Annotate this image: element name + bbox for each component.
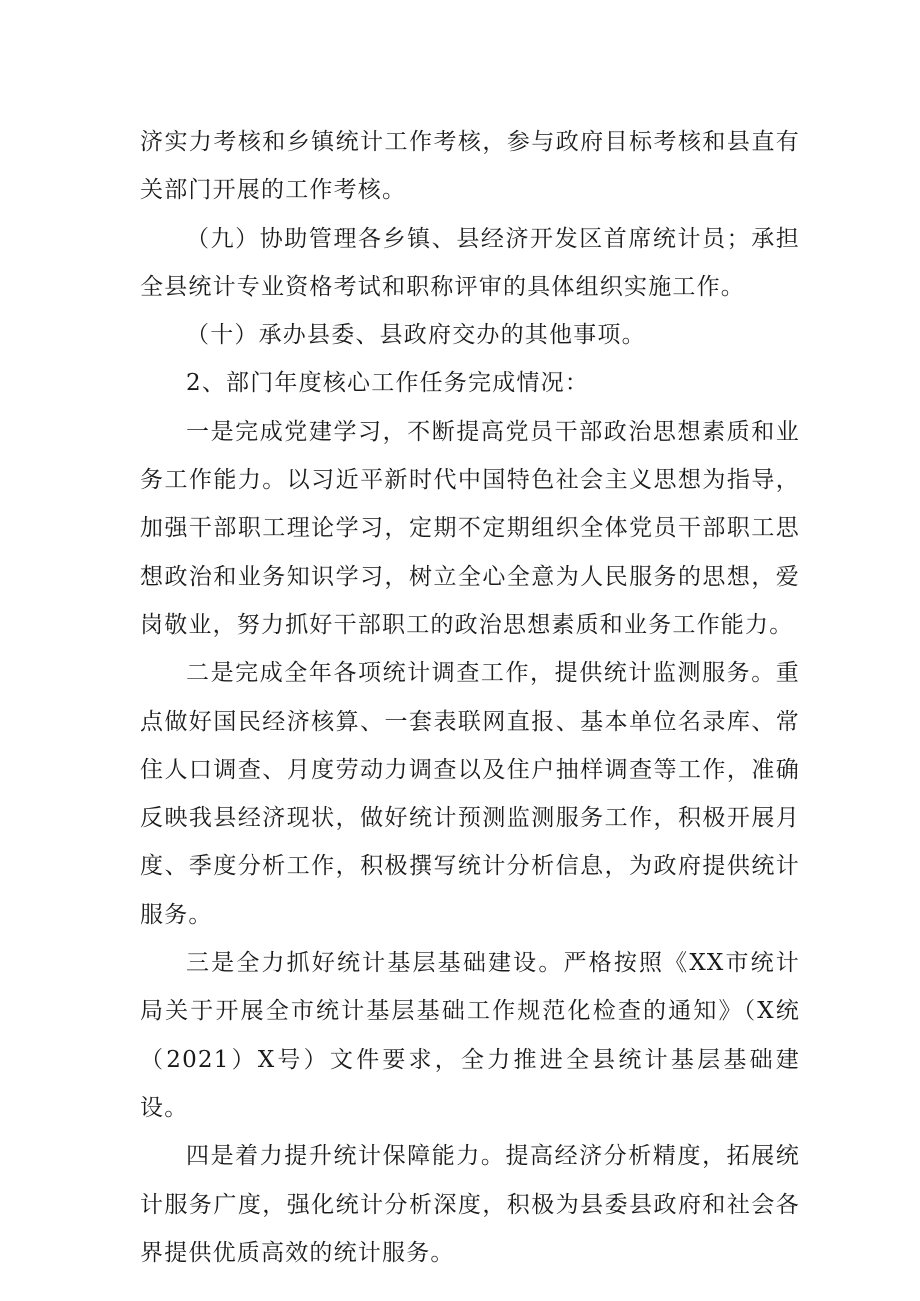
paragraph-task-one: 一是完成党建学习，不断提高党员干部政治思想素质和业务工作能力。以习近平新时代中国特色社会主义思想为指导，加强干部职工理论学习，定期不定期组织全体党员干部职工思想政治和业务知识学习，树立全心全意为人民服务的思想，爱岗敬业，努力抓好干部职工的政治思想素质和业务工作能力。 (140, 418, 800, 638)
paragraph-task-three: 三是全力抓好统计基层基础建设。严格按照《XX市统计局关于开展全市统计基层基础工作规范化检查的通知》（X统（2021）X号）文件要求，全力推进全县统计基层基础建设。 (140, 950, 800, 1121)
document-body (140, 118, 800, 1277)
paragraph-task-two: 二是完成全年各项统计调查工作，提供统计监测服务。重点做好国民经济核算、一套表联网直报、基本单位名录库、常住人口调查、月度劳动力调查以及住户抽样调查等工作，准确反映我县经济现状，做好统计预测监测服务工作，积极开展月度、季度分析工作，积极撰写统计分析信息，为政府提供统计服务。 (140, 660, 800, 928)
paragraph-item-nine: （九）协助管理各乡镇、县经济开发区首席统计员；承担全县统计专业资格考试和职称评审的具体组织实施工作。 (140, 225, 800, 300)
paragraph-continued-assessment: 济实力考核和乡镇统计工作考核，参与政府目标考核和县直有关部门开展的工作考核。 (140, 129, 800, 204)
section-heading-core-tasks: 2、部门年度核心工作任务完成情况： (186, 370, 590, 397)
paragraph-item-ten: （十）承办县委、县政府交办的其他事项。 (186, 322, 646, 349)
paragraph-task-four: 四是着力提升统计保障能力。提高经济分析精度，拓展统计服务广度，强化统计分析深度，积极为县委县政府和社会各界提供优质高效的统计服务。 (140, 1143, 800, 1266)
